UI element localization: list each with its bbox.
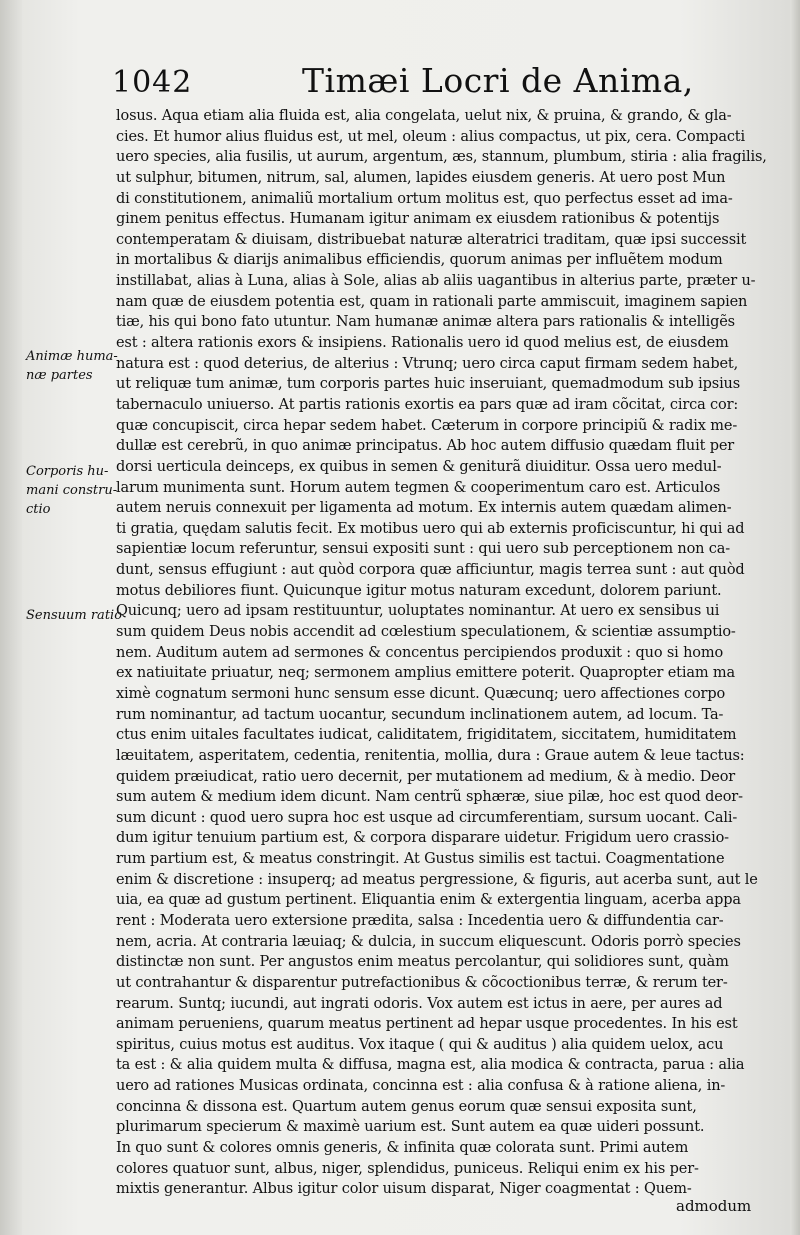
text-line: contemperatam & diuisam, distribuebat naturæ alteratrici traditam, quæ ipsi successit (116, 231, 747, 248)
text-line: instillabat, alias à Luna, alias à Sole, alias ab aliis uagantibus in alterius parte, præter u- (116, 273, 756, 290)
text-line: rent : Moderata uero extersione prædita, salsa : Incedentia uero & diffundentia car- (116, 912, 724, 929)
scan-right-edge (790, 0, 800, 1235)
text-line: rum partium est, & meatus constringit. At Gustus similis est tactui. Coagmentatione (116, 851, 725, 868)
text-line: rearum. Suntq; iucundi, aut ingrati odoris. Vox autem est ictus in aere, per aures ad (116, 995, 723, 1012)
margin-note-line: ctio (26, 502, 51, 517)
text-line: ex natiuitate priuatur, neq; sermonem amplius emittere poterit. Quapropter etiam ma (116, 665, 735, 682)
text-line: sum dicunt : quod uero supra hoc est usque ad circumferentiam, sursum uocant. Cali- (116, 809, 738, 826)
text-line: sum quidem Deus nobis accendit ad cœlestium speculationem, & scientiæ assumptio- (116, 624, 736, 641)
margin-note-line: mani constru- (26, 483, 118, 498)
text-line: quæ concupiscit, circa hepar sedem habet. Cæterum in corpore principiũ & radix me- (116, 417, 738, 434)
text-line: ctus enim uitales facultates iudicat, caliditatem, frigiditatem, siccitatem, humiditatem (116, 727, 737, 744)
scan-left-edge (0, 0, 22, 1235)
margin-note (26, 347, 118, 385)
text-line: ut reliquæ tum animæ, tum corporis partes huic inseruiant, quemadmodum sub ipsius (116, 376, 741, 393)
text-line: plurimarum specierum & maximè uarium est. Sunt autem ea quæ uideri possunt. (116, 1119, 705, 1136)
text-line: In quo sunt & colores omnis generis, & infinita quæ colorata sunt. Primi autem (116, 1140, 689, 1157)
text-line: ta est : & alia quidem multa & diffusa, magna est, alia modica & contracta, parua : alia (116, 1057, 745, 1074)
text-line: larum munimenta sunt. Horum autem tegmen & cooperimentum caro est. Articulos (116, 479, 721, 496)
page-number: 1042 (112, 65, 193, 100)
text-line: ti gratia, quędam salutis fecit. Ex motibus uero qui ab externis proficiscuntur, hi qui ad (116, 520, 745, 537)
text-line: quidem præiudicat, ratio uero decernit, per mutationem ad medium, & à medio. Deor (116, 768, 736, 785)
text-line: ximè cognatum sermoni hunc sensum esse dicunt. Quæcunq; uero affectiones corpo (116, 685, 726, 702)
text-line: læuitatem, asperitatem, cedentia, renitentia, mollia, dura : Graue autem & leue tactus: (116, 747, 745, 764)
text-line: animam perueniens, quarum meatus pertinent ad hepar usque procedentes. In his est (116, 1016, 738, 1033)
text-line: autem neruis connexuit per ligamenta ad motum. Ex internis autem quædam alimen- (116, 500, 732, 517)
running-head: Timæi Locri de Anima, (302, 61, 694, 100)
text-line: dullæ est cerebrũ, in quo animæ principatus. Ab hoc autem diffusio quædam fluit per (116, 438, 735, 455)
text-line: Quicunq; uero ad ipsam restituuntur, uoluptates nominantur. At uero ex sensibus ui (116, 603, 720, 620)
text-line: spiritus, cuius motus est auditus. Vox itaque ( qui & auditus ) alia quidem uelox, acu (116, 1036, 724, 1053)
margin-note (26, 462, 118, 519)
text-line: di constitutionem, animaliũ mortalium ortum molitus est, quo perfectus esset ad ima- (116, 190, 733, 207)
text-line: ginem penitus effectus. Humanam igitur animam ex eiusdem rationibus & potentijs (116, 211, 720, 228)
text-line: in mortalibus & diarijs animalibus efficiendis, quorum animas per influẽtem modum (116, 252, 723, 269)
margin-note-line: Corporis hu- (26, 464, 109, 479)
text-line: tiæ, his qui bono fato utuntur. Nam humanæ animæ altera pars rationalis & intelligẽs (116, 314, 735, 331)
text-line: nem. Auditum autem ad sermones & concentus percipiendos produxit : quo si homo (116, 644, 724, 661)
text-line: distinctæ non sunt. Per angustos enim meatus percolantur, qui solidiores sunt, quàm (116, 954, 729, 971)
text-line: uero species, alia fusilis, ut aurum, argentum, æs, stannum, plumbum, stiria : alia fragilis, (116, 149, 767, 166)
margin-note (26, 606, 123, 625)
text-line: motus debiliores fiunt. Quicunque igitur motus naturam excedunt, dolorem pariunt. (116, 582, 722, 599)
text-line: rum nominantur, ad tactum uocantur, secundum inclinationem autem, ad locum. Ta- (116, 706, 724, 723)
margin-note-line: Animæ huma- (26, 349, 118, 364)
text-line: cies. Et humor alius fluidus est, ut mel, oleum : alius compactus, ut pix, cera. Compacti (116, 128, 745, 145)
text-line: colores quatuor sunt, albus, niger, splendidus, puniceus. Reliqui enim ex his per- (116, 1160, 699, 1177)
margin-note-line: næ partes (26, 368, 93, 383)
text-line: nem, acria. At contraria læuiaq; & dulcia, in succum eliquescunt. Odoris porrò species (116, 933, 741, 950)
text-line: concinna & dissona est. Quartum autem genus eorum quæ sensui exposita sunt, (116, 1098, 697, 1115)
text-line: uia, ea quæ ad gustum pertinent. Eliquantia enim & extergentia linguam, acerba appa (116, 892, 741, 909)
text-line: dunt, sensus effugiunt : aut quòd corpora quæ afficiuntur, magis terrea sunt : aut quòd (116, 562, 745, 579)
text-line: enim & discretione : insuperq; ad meatus pergressione, & figuris, aut acerba sunt, aut le (116, 871, 758, 888)
text-line: nam quæ de eiusdem potentia est, quam in rationali parte ammiscuit, imaginem sapien (116, 293, 748, 310)
text-line: est : altera rationis exors & insipiens. Rationalis uero id quod melius est, de eiusdem (116, 335, 729, 352)
margin-note-line: Sensuum ratio (26, 608, 123, 623)
text-line: losus. Aqua etiam alia fluida est, alia congelata, uelut nix, & pruina, & grando, & gla- (116, 108, 732, 124)
text-line: ut sulphur, bitumen, nitrum, sal, alumen, lapides eiusdem generis. At uero post Mun (116, 169, 726, 186)
text-line: ut contrahantur & disparentur putrefactionibus & cõcoctionibus terræ, & rerum ter- (116, 974, 728, 991)
text-line: natura est : quod deterius, de alterius : Vtrunq; uero circa caput firmam sedem habet, (116, 355, 739, 372)
text-line: sapientiæ locum referuntur, sensui expositi sunt : qui uero sub perceptionem non ca- (116, 541, 731, 558)
text-line: sum autem & medium idem dicunt. Nam centrũ sphæræ, siue pilæ, hoc est quod deor- (116, 789, 743, 806)
body-text (116, 106, 770, 1200)
text-line: tabernaculo uniuerso. At partis rationis exortis ea pars quæ ad iram cõcitat, circa cor: (116, 396, 739, 413)
text-line: mixtis generantur. Albus igitur color uisum disparat, Niger coagmentat : Quem- (116, 1181, 692, 1198)
catchword: admodum (676, 1197, 752, 1215)
text-line: uero ad rationes Musicas ordinata, concinna est : alia confusa & à ratione aliena, in- (116, 1078, 726, 1095)
text-line: dorsi uerticula deinceps, ex quibus in semen & geniturã diuiditur. Ossa uero medul- (116, 458, 722, 475)
text-line: dum igitur tenuium partium est, & corpora disparare uidetur. Frigidum uero crassio- (116, 830, 729, 847)
